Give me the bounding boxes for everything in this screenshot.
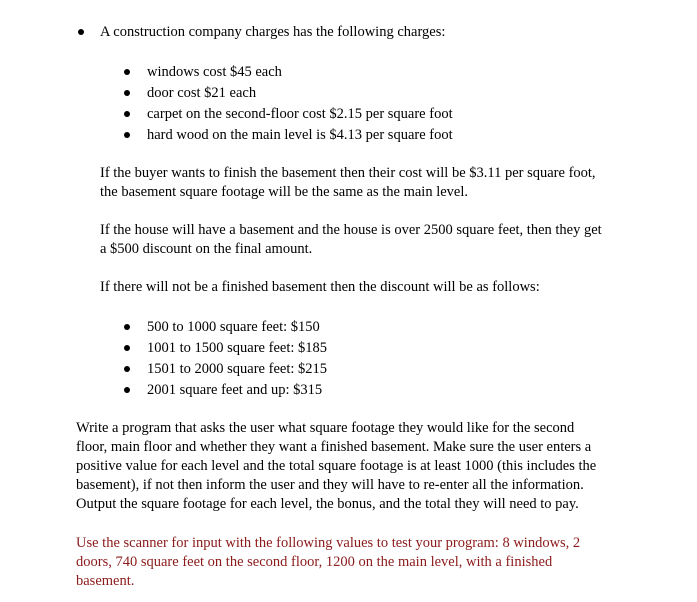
discount-item: 1001 to 1500 square feet: $185 <box>147 340 328 356</box>
main-bullet-text: A construction company charges has the following charges: <box>100 24 446 40</box>
bullet-icon <box>124 90 130 96</box>
paragraph-line: If the buyer wants to finish the basement then their cost will be $3.11 per square foot, <box>100 165 596 181</box>
bullet-icon <box>124 324 130 330</box>
charge-item: hard wood on the main level is $4.13 per square foot <box>147 127 453 143</box>
paragraph-line: Write a program that asks the user what square footage they would like for the second <box>76 420 575 436</box>
paragraph-line: positive value for each level and the total square footage is at least 1000 (this includes the <box>76 458 597 474</box>
paragraph-line: doors, 740 square feet on the second floor, 1200 on the main level, with a finished <box>76 554 553 570</box>
paragraph-line: floor, main floor and whether they want a finished basement. Make sure the user enters a <box>76 439 592 455</box>
paragraph-line: Use the scanner for input with the following values to test your program: 8 windows, 2 <box>76 535 581 551</box>
discount-item: 2001 square feet and up: $315 <box>147 382 323 398</box>
bullet-icon <box>124 387 130 393</box>
charge-item: carpet on the second-floor cost $2.15 per square foot <box>147 106 453 122</box>
charge-item: windows cost $45 each <box>147 64 282 80</box>
charge-item: door cost $21 each <box>147 85 257 101</box>
bullet-icon <box>124 366 130 372</box>
paragraph-line: a $500 discount on the final amount. <box>100 241 313 257</box>
bullet-icon <box>124 69 130 75</box>
discount-item: 500 to 1000 square feet: $150 <box>147 319 320 335</box>
paragraph-line: If the house will have a basement and the house is over 2500 square feet, then they get <box>100 222 602 238</box>
paragraph-line: basement), if not then inform the user and they will have to re-enter all the information. <box>76 477 584 493</box>
no-basement-intro: If there will not be a finished basement then the discount will be as follows: <box>100 279 540 295</box>
discount-item: 1501 to 2000 square feet: $215 <box>147 361 328 377</box>
bullet-icon <box>124 132 130 138</box>
paragraph-line: basement. <box>76 573 135 589</box>
paragraph-line: Output the square footage for each level, the bonus, and the total they will need to pay. <box>76 496 579 512</box>
paragraph-line: the basement square footage will be the same as the main level. <box>100 184 469 200</box>
bullet-icon <box>124 345 130 351</box>
bullet-icon <box>78 29 84 35</box>
bullet-icon <box>124 111 130 117</box>
